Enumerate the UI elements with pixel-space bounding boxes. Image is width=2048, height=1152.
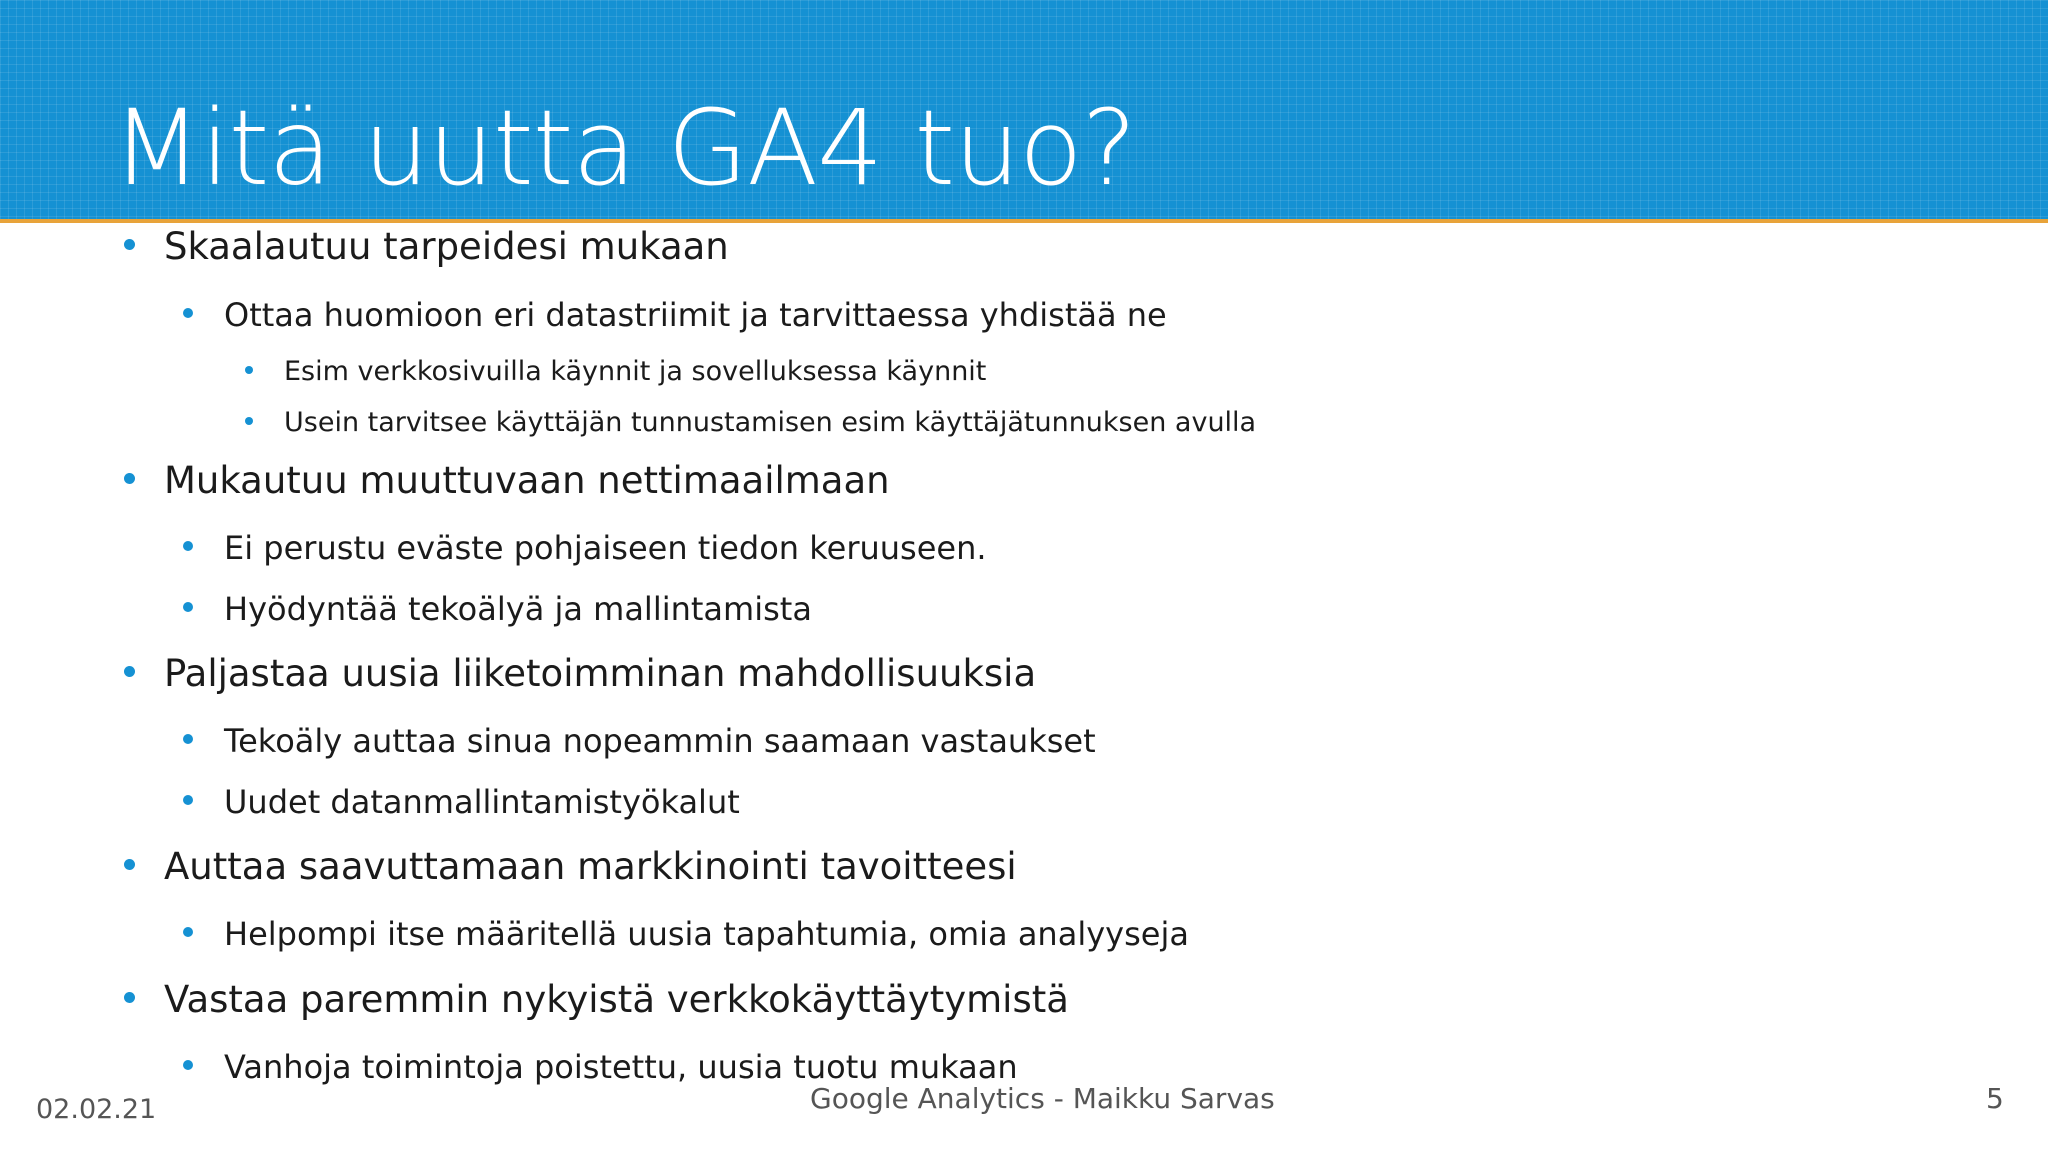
bullet-text: Tekoäly auttaa sinua nopeammin saamaan vastaukset [224,722,1096,760]
bullet-dot-icon [124,859,135,870]
bullet-item [164,223,729,271]
bullet-dot-icon [183,541,193,551]
bullet-item [164,650,1036,698]
bullet-dot-icon [183,734,193,744]
bullet-dot-icon [124,992,135,1003]
slide-title: Mitä uutta GA4 tuo? [112,87,1136,209]
bullet-text: Esim verkkosivuilla käynnit ja sovelluksessa käynnit [284,356,987,387]
bullet-text: Vanhoja toimintoja poistettu, uusia tuotu mukaan [224,1048,1018,1086]
bullet-item [224,780,740,824]
bullet-item [284,405,1256,441]
bullet-dot-icon [245,366,253,374]
bullet-dot-icon [124,473,135,484]
bullet-dot-icon [245,417,253,425]
bullet-text: Paljastaa uusia liiketoimminan mahdollisuuksia [164,652,1037,695]
bullet-dot-icon [183,1060,193,1070]
bullet-dot-icon [183,308,193,318]
bullet-item [164,457,890,505]
bullet-item [224,526,987,570]
bullet-item [224,293,1167,337]
bullet-item [224,587,812,631]
bullet-dot-icon [183,795,193,805]
bullet-dot-icon [124,239,135,250]
bullet-dot-icon [124,666,135,677]
bullet-text: Uudet datanmallintamistyökalut [224,783,740,821]
footer-presenter: Google Analytics - Maikku Sarvas [810,1082,1275,1115]
bullet-text: Helpompi itse määritellä uusia tapahtumia, omia analyyseja [224,915,1189,953]
bullet-item [164,843,1017,891]
bullet-dot-icon [183,927,193,937]
bullet-text: Auttaa saavuttamaan markkinointi tavoitteesi [164,845,1017,888]
footer-date: 02.02.21 [36,1094,157,1125]
bullet-text: Mukautuu muuttuvaan nettimaailmaan [164,459,890,502]
bullet-text: Skaalautuu tarpeidesi mukaan [164,225,729,268]
bullet-text: Usein tarvitsee käyttäjän tunnustamisen esim käyttäjätunnuksen avulla [284,407,1257,438]
bullet-text: Vastaa paremmin nykyistä verkkokäyttäytymistä [164,978,1069,1021]
page-number: 5 [1986,1082,2004,1115]
bullet-text: Ei perustu eväste pohjaiseen tiedon keruuseen. [224,529,987,567]
bullet-item [224,719,1096,763]
bullet-item [224,912,1189,956]
bullet-text: Hyödyntää tekoälyä ja mallintamista [224,590,812,628]
bullet-dot-icon [183,602,193,612]
bullet-item [284,354,986,390]
bullet-item [164,976,1069,1024]
bullet-text: Ottaa huomioon eri datastriimit ja tarvittaessa yhdistää ne [224,296,1167,334]
